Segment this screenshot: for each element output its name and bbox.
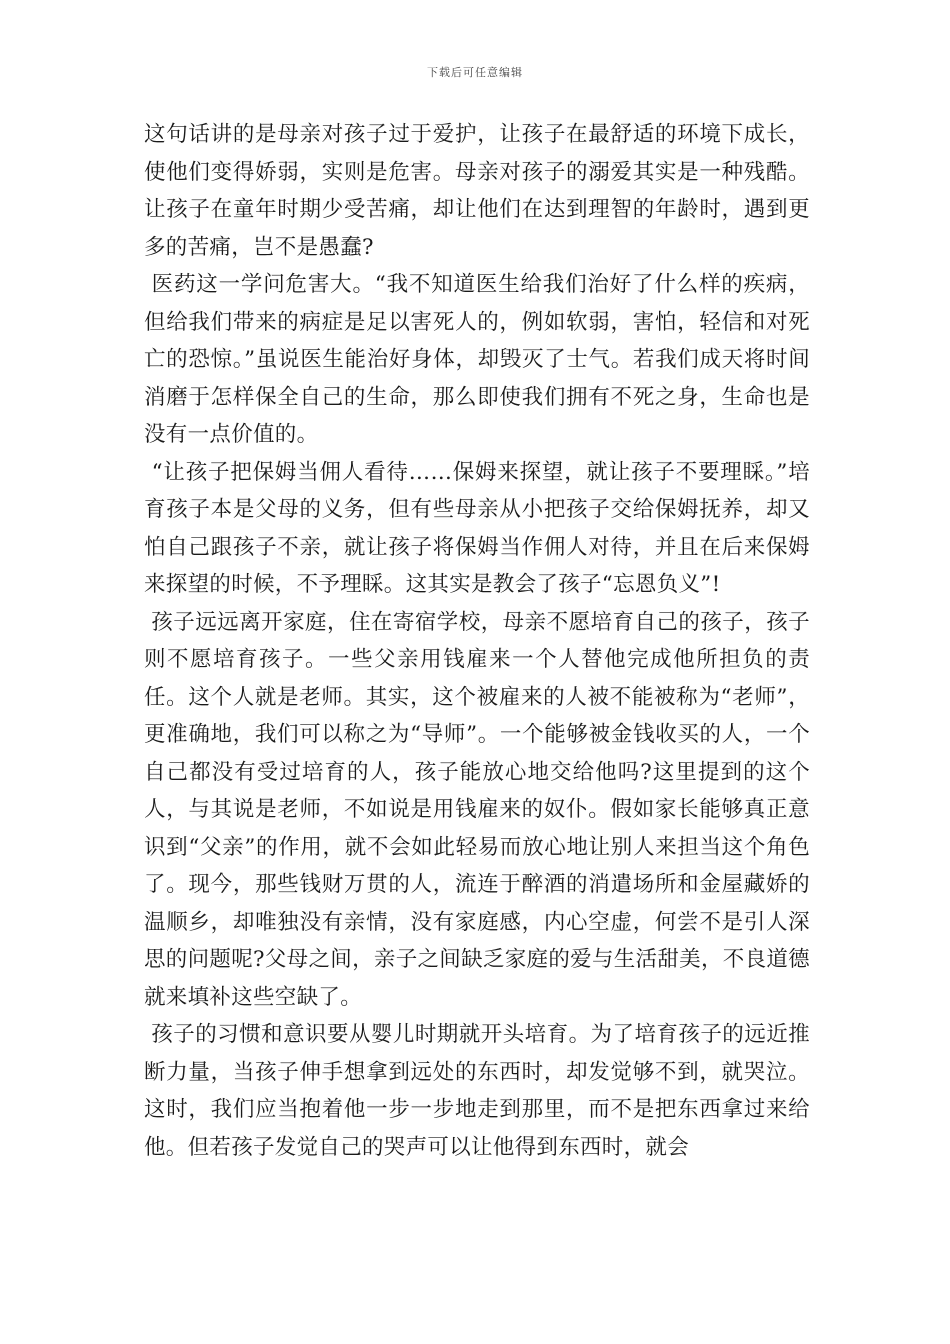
paragraph: “让孩子把保姆当佣人看待……保姆来探望，就让孩子不要理睬。”培育孩子本是父母的义务，但有些母亲从小把孩子交给保姆抚养，却又怕自己跟孩子不亲，就让孩子将保姆当作佣人对待，并且在后来保姆来探望的时候，不予理睬。这其实是教会了孩子“忘恩负义”! — [144, 459, 810, 597]
paragraph: 孩子的习惯和意识要从婴儿时期就开头培育。为了培育孩子的远近推断力量，当孩子伸手想拿到远处的东西时，却发觉够不到，就哭泣。这时，我们应当抱着他一步一步地走到那里，而不是把东西拿过来给他。但若孩子发觉自己的哭声可以让他得到东西时，就会 — [144, 1022, 810, 1160]
paragraph: 这句话讲的是母亲对孩子过于爱护，让孩子在最舒适的环境下成长，使他们变得娇弱，实则是危害。母亲对孩子的溺爱其实是一种残酷。让孩子在童年时期少受苦痛，却让他们在达到理智的年龄时，遇到更多的苦痛，岂不是愚蠢? — [144, 122, 810, 260]
paragraph: 孩子远远离开家庭，住在寄宿学校，母亲不愿培育自己的孩子，孩子则不愿培育孩子。一些父亲用钱雇来一个人替他完成他所担负的责任。这个人就是老师。其实，这个被雇来的人被不能被称为“老师”，更准确地，我们可以称之为“导师”。一个能够被金钱收买的人，一个自己都没有受过培育的人，孩子能放心地交给他吗?这里提到的这个人，与其说是老师，不如说是用钱雇来的奴仆。假如家长能够真正意识到“父亲”的作用，就不会如此轻易而放心地让别人来担当这个角色了。现今，那些钱财万贯的人，流连于醉酒的消遣场所和金屋藏娇的温顺乡，却唯独没有亲情，没有家庭感，内心空虚，何尝不是引人深思的问题呢?父母之间，亲子之间缺乏家庭的爱与生活甜美，不良道德就来填补这些空缺了。 — [144, 609, 810, 1010]
paragraph: 医药这一学问危害大。“我不知道医生给我们治好了什么样的疾病，但给我们带来的病症是足以害死人的，例如软弱，害怕，轻信和对死亡的恐惊。”虽说医生能治好身体，却毁灭了士气。若我们成天将时间消磨于怎样保全自己的生命，那么即使我们拥有不死之身，生命也是没有一点价值的。 — [144, 272, 810, 447]
page-header: 下载后可任意编辑 — [427, 66, 523, 79]
document-body — [144, 116, 810, 1166]
